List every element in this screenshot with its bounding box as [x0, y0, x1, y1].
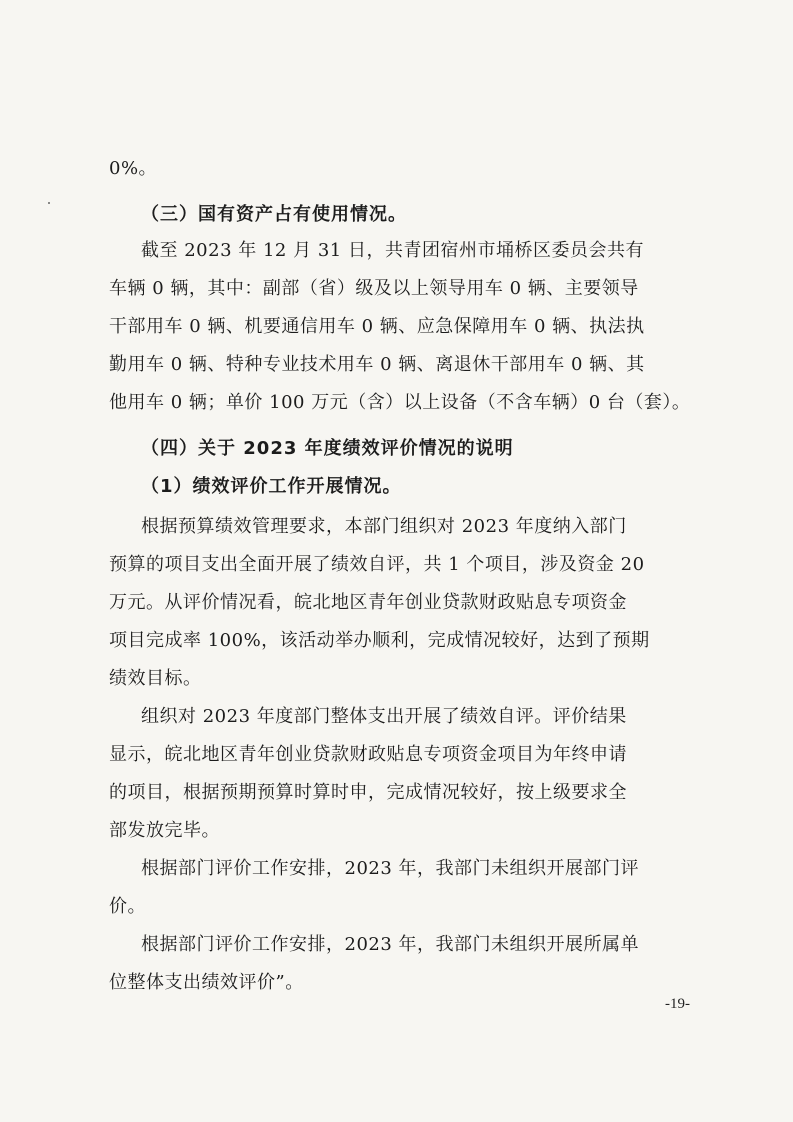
text-line: 勤用车 0 辆、特种专业技术用车 0 辆、离退休干部用车 0 辆、其 — [109, 354, 645, 375]
text-line: 部发放完毕。 — [109, 820, 220, 841]
text-line: 价。 — [109, 896, 146, 917]
text-line: 截至 2023 年 12 月 31 日，共青团宿州市埇桥区委员会共有 — [141, 240, 644, 261]
section-heading-performance: （四）关于 2023 年度绩效评价情况的说明 — [141, 438, 514, 459]
section-heading-assets: （三）国有资产占有使用情况。 — [141, 204, 407, 225]
page-number: -19- — [665, 996, 690, 1012]
text-line: 车辆 0 辆，其中：副部（省）级及以上领导用车 0 辆、主要领导 — [109, 278, 639, 299]
text-line: 预算的项目支出全面开展了绩效自评，共 1 个项目，涉及资金 20 — [109, 554, 645, 575]
text-line: 组织对 2023 年度部门整体支出开展了绩效自评。评价结果 — [141, 706, 627, 727]
text-line: 万元。从评价情况看，皖北地区青年创业贷款财政贴息专项资金 — [109, 592, 627, 613]
text-line: 根据部门评价工作安排，2023 年，我部门未组织开展部门评 — [141, 858, 640, 879]
scan-speck — [48, 202, 50, 204]
text-line: 显示，皖北地区青年创业贷款财政贴息专项资金项目为年终申请 — [109, 744, 627, 765]
subsection-heading: （1）绩效评价工作开展情况。 — [141, 476, 402, 497]
text-line: 他用车 0 辆；单价 100 万元（含）以上设备（不含车辆）0 台（套）。 — [109, 392, 691, 413]
text-line: 根据预算绩效管理要求，本部门组织对 2023 年度纳入部门 — [141, 516, 627, 537]
text-line: 0%。 — [109, 158, 158, 179]
text-line: 根据部门评价工作安排，2023 年，我部门未组织开展所属单 — [141, 934, 640, 955]
text-line: 绩效目标。 — [109, 668, 202, 689]
text-line: 项目完成率 100%，该活动举办顺利，完成情况较好，达到了预期 — [109, 630, 650, 651]
text-line: 的项目，根据预期预算时算时申，完成情况较好，按上级要求全 — [109, 782, 627, 803]
text-line: 干部用车 0 辆、机要通信用车 0 辆、应急保障用车 0 辆、执法执 — [109, 316, 645, 337]
text-line: 位整体支出绩效评价”。 — [109, 972, 304, 993]
